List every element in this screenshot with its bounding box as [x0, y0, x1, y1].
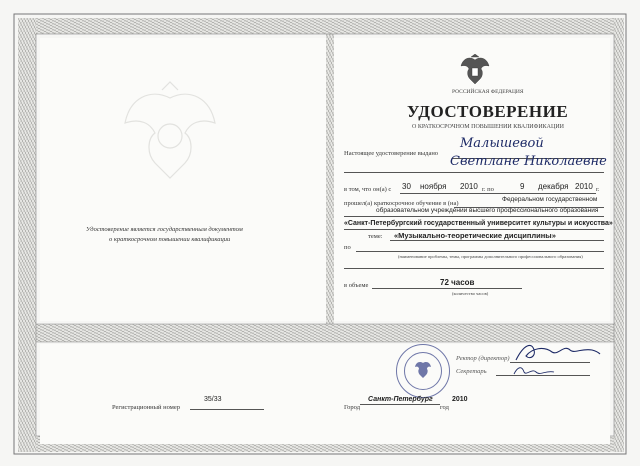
training-label: прошел(а) краткосрочное обучение в (на): [344, 200, 459, 207]
year-to: 2010: [575, 182, 593, 191]
year-suffix: г. по: [482, 186, 494, 193]
topic-label: теме:: [368, 233, 383, 240]
volume-underline: [372, 288, 522, 289]
city-label: Город: [344, 404, 361, 411]
institution-line2: образовательном учреждении высшего профессионального образования: [376, 207, 599, 214]
year-suffix-end: г.: [596, 186, 600, 193]
watermark-emblem-icon: [110, 78, 230, 188]
day-to: 9: [520, 182, 525, 191]
po-label: по: [344, 244, 351, 251]
year-from: 2010: [460, 182, 478, 191]
left-note-line1: Удостоверение является государственным документом: [86, 226, 243, 233]
volume-label: в объеме: [344, 282, 369, 289]
coat-of-arms-icon: [458, 54, 492, 86]
institution-line3: «Санкт-Петербургский государственный университет культуры и искусства»: [344, 220, 613, 227]
issued-label: Настоящее удостоверение выдано: [344, 150, 439, 157]
country-name: РОССИЙСКАЯ ФЕДЕРАЦИЯ: [452, 89, 524, 95]
institution-line3-underline: [344, 229, 604, 230]
city-year: 2010: [452, 396, 468, 403]
certificate-title: УДОСТОВЕРЕНИЕ: [407, 102, 569, 121]
day-from: 30: [402, 182, 411, 191]
training-topic: «Музыкально-теоретические дисциплины»: [394, 231, 556, 240]
recipient-surname: Малышевой: [460, 136, 544, 151]
city-year-suffix: год: [440, 404, 449, 411]
month-from: ноября: [420, 182, 447, 191]
director-label: Ректор (директор): [456, 355, 510, 362]
city-underline: [360, 404, 440, 405]
institution-line2-underline: [344, 216, 604, 217]
registration-underline: [190, 409, 264, 410]
registration-number: 35/33: [204, 396, 222, 403]
stamp-emblem-icon: [412, 359, 434, 381]
name-line: [344, 172, 604, 173]
left-note-line2: о краткосрочном повышении квалификации: [109, 236, 231, 243]
po-underline: [356, 251, 604, 252]
institution-line1: Федеральном государственном: [502, 196, 598, 203]
secretary-signature: [510, 362, 560, 380]
secretary-label: Секретарь: [456, 368, 487, 375]
blank-line: [344, 268, 604, 269]
official-stamp: [396, 344, 450, 398]
month-to: декабря: [538, 182, 569, 191]
volume-hours: 72 часов: [440, 278, 475, 287]
volume-caption: (количество часов): [452, 291, 489, 296]
topic-underline: [390, 240, 604, 241]
program-caption: (наименование проблемы, темы, программы дополнительного профессионального образования): [398, 254, 583, 259]
certificate-subtitle: О КРАТКОСРОЧНОМ ПОВЫШЕНИИ КВАЛИФИКАЦИИ: [412, 124, 565, 130]
period-line: [400, 193, 596, 194]
city-value: Санкт-Петербург: [368, 396, 433, 403]
recipient-name: Светлане Николаевне: [450, 154, 607, 169]
registration-label: Регистрационный номер: [112, 404, 180, 411]
period-prefix: в том, что он(а) с: [344, 186, 392, 193]
